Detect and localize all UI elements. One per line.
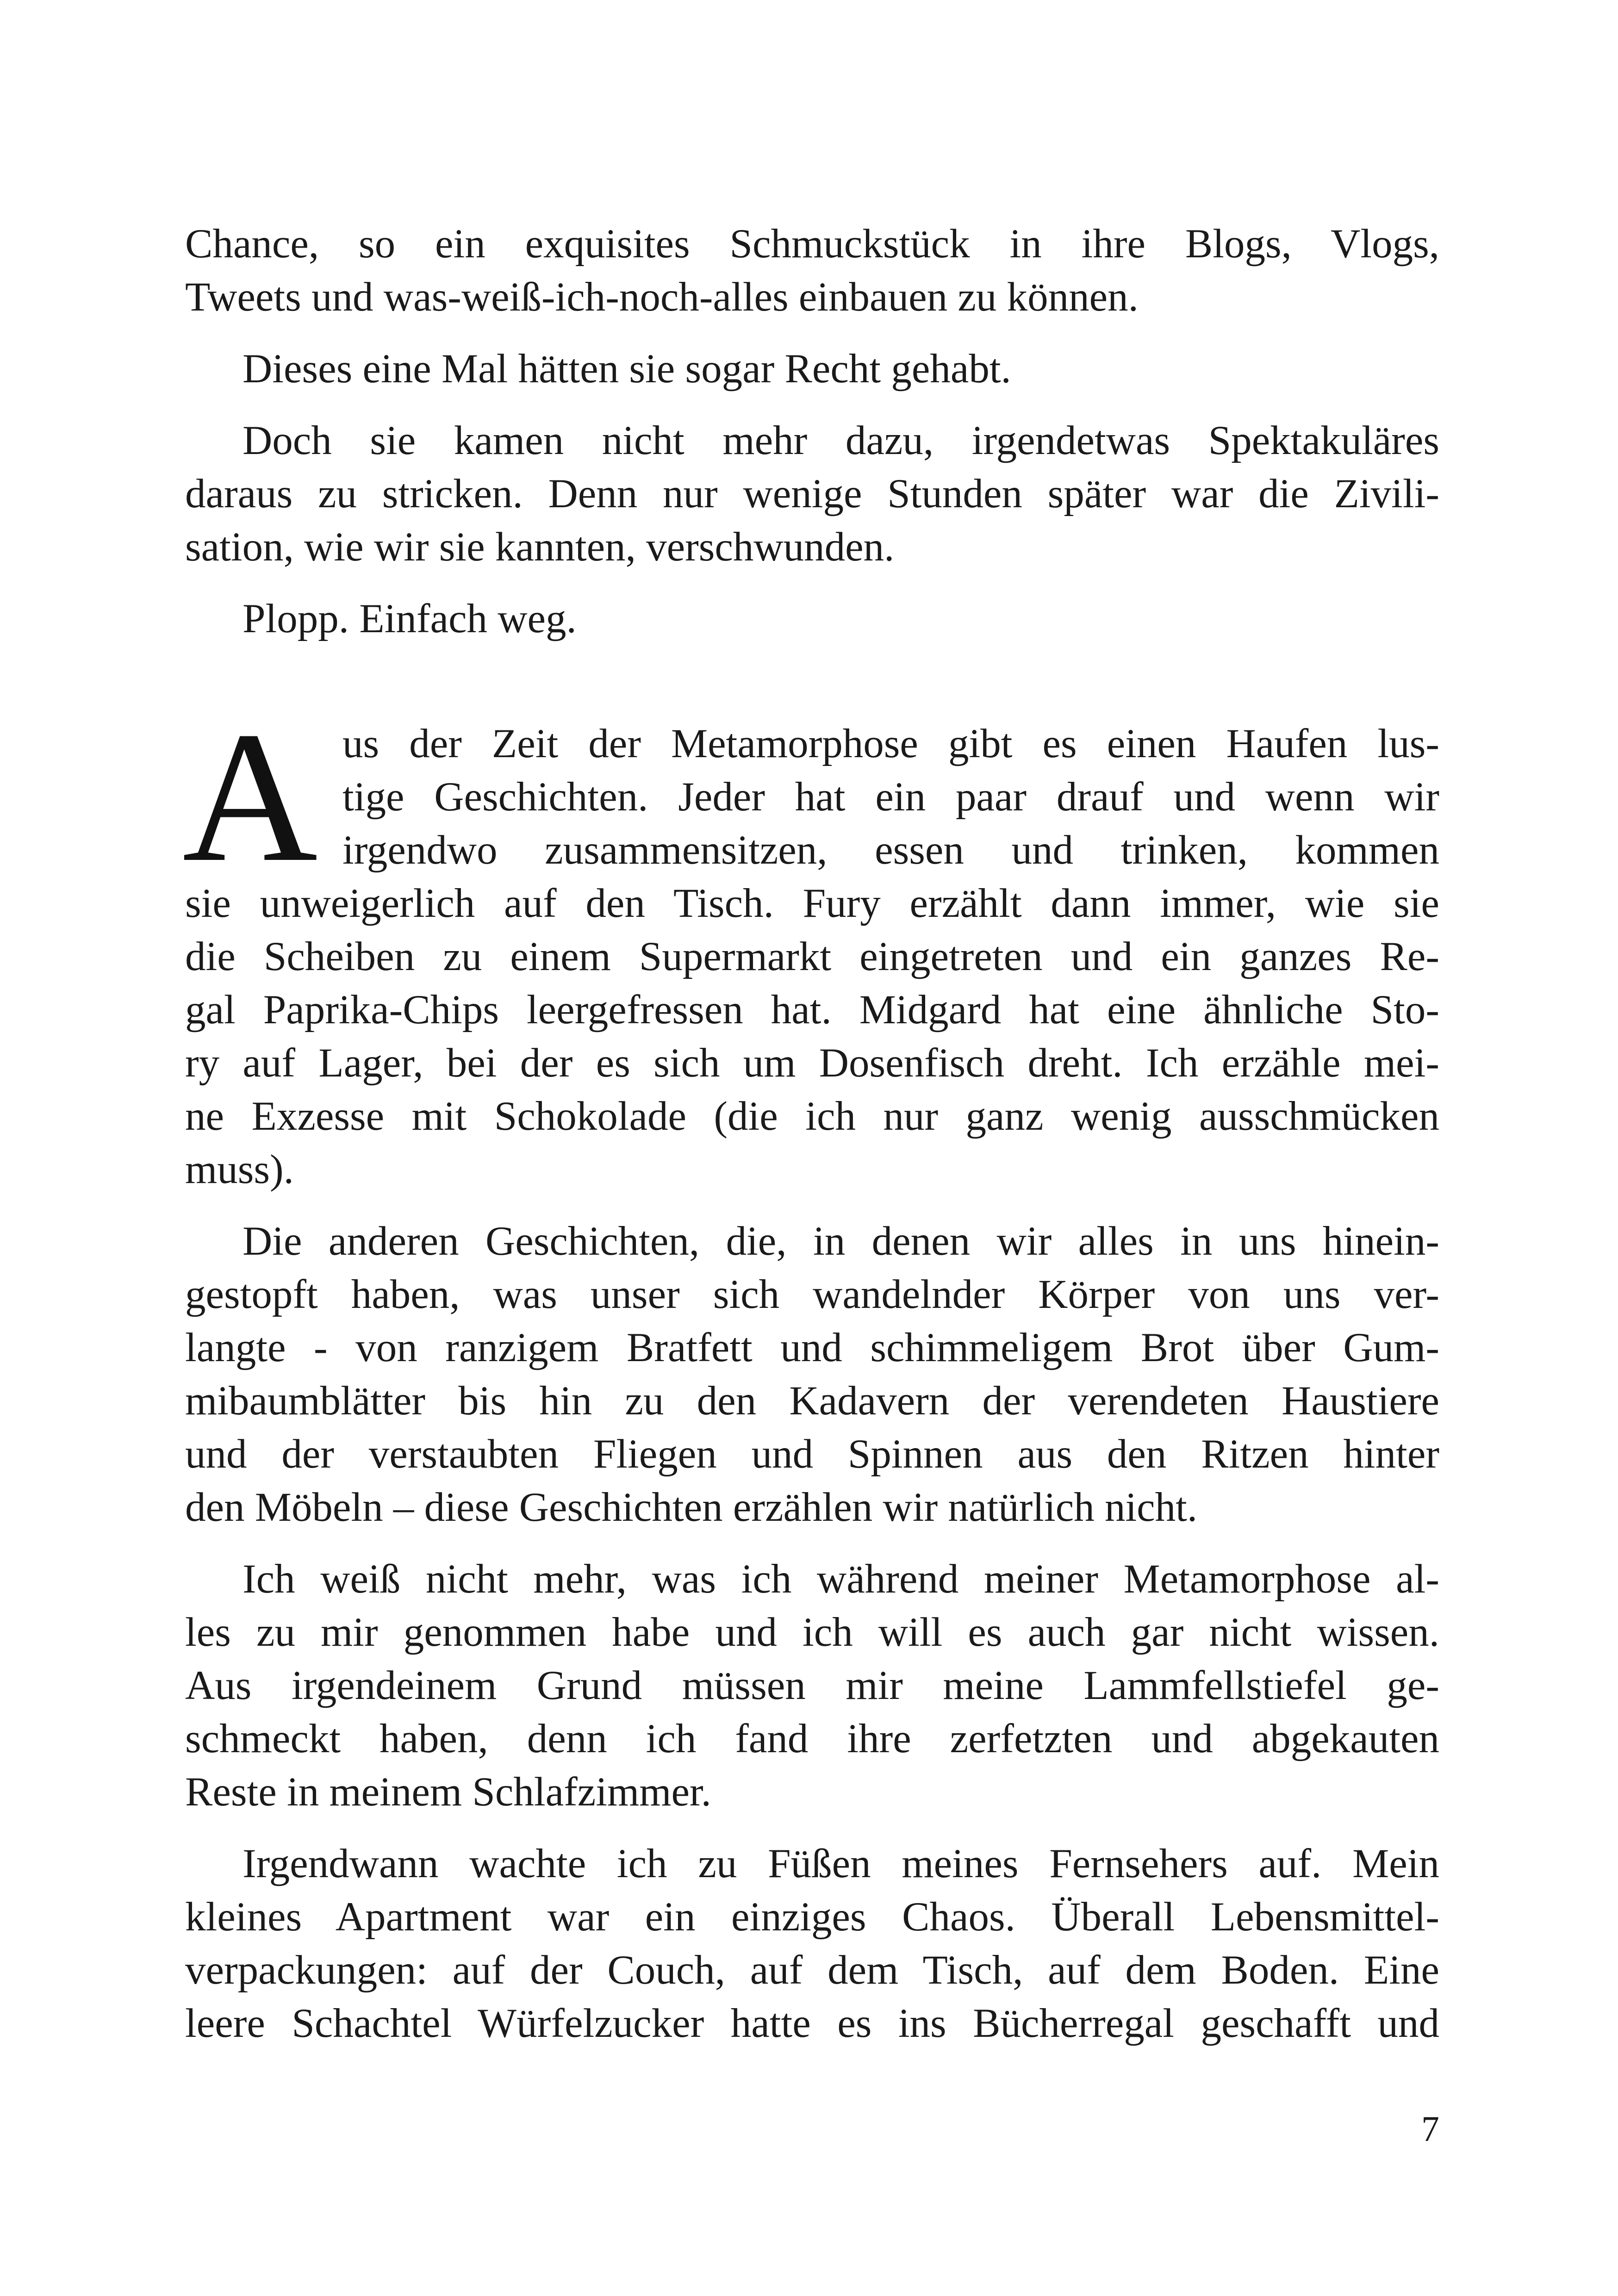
text-line: gestopft haben, was unser sich wandelnder Körper von uns ver- xyxy=(185,1272,1439,1317)
text-line: leere Schachtel Würfelzucker hatte es ins Bücherregal geschafft und xyxy=(185,2001,1439,2046)
drop-cap: A xyxy=(182,693,318,901)
text-line: sie unweigerlich auf den Tisch. Fury erzählt dann immer, wie sie xyxy=(185,881,1439,926)
paragraph xyxy=(185,1837,1439,2050)
text-line: daraus zu stricken. Denn nur wenige Stunden später war die Zivili- xyxy=(185,471,1439,516)
text-line: und der verstaubten Fliegen und Spinnen aus den Ritzen hinter xyxy=(185,1431,1439,1477)
text-line: die Scheiben zu einem Supermarkt eingetreten und ein ganzes Re- xyxy=(185,934,1439,979)
paragraph-with-dropcap xyxy=(182,693,1439,1196)
text-line: les zu mir genommen habe und ich will es auch gar nicht wissen. xyxy=(185,1610,1439,1655)
text-line: schmeckt haben, denn ich fand ihre zerfetzten und abgekauten xyxy=(185,1716,1439,1761)
text-line: tige Geschichten. Jeder hat ein paar drauf und wenn wir xyxy=(342,774,1439,820)
paragraph xyxy=(185,342,1439,396)
text-line: mibaumblätter bis hin zu den Kadavern der verendeten Haustiere xyxy=(185,1378,1439,1424)
text-line: Doch sie kamen nicht mehr dazu, irgendetwas Spektakuläres xyxy=(243,418,1439,463)
text-line: irgendwo zusammensitzen, essen und trinken, kommen xyxy=(342,828,1439,873)
text-line: Irgendwann wachte ich zu Füßen meines Fernsehers auf. Mein xyxy=(243,1841,1439,1886)
text-line: kleines Apartment war ein einziges Chaos. Überall Lebensmittel- xyxy=(185,1894,1439,1940)
paragraph xyxy=(185,1553,1439,1819)
paragraph xyxy=(185,1215,1439,1534)
text-line: ry auf Lager, bei der es sich um Dosenfisch dreht. Ich erzähle mei- xyxy=(185,1040,1439,1086)
paragraph xyxy=(185,414,1439,574)
text-line: Aus irgendeinem Grund müssen mir meine Lammfellstiefel ge- xyxy=(185,1663,1439,1708)
page-number: 7 xyxy=(1421,2109,1439,2149)
text-line: Ich weiß nicht mehr, was ich während meiner Metamorphose al- xyxy=(243,1556,1439,1602)
body-text xyxy=(182,218,1439,2050)
text-line: Chance, so ein exquisites Schmuckstück in ihre Blogs, Vlogs, xyxy=(185,221,1439,267)
text-line: den Möbeln – diese Geschichten erzählen wir natürlich nicht. xyxy=(185,1485,1198,1530)
paragraph xyxy=(185,592,1439,646)
text-line: Plopp. Einfach weg. xyxy=(243,596,577,641)
text-line: verpackungen: auf der Couch, auf dem Tisch, auf dem Boden. Eine xyxy=(185,1948,1439,1993)
text-line: langte - von ranzigem Bratfett und schimmeligem Brot über Gum- xyxy=(185,1325,1439,1370)
text-line: Tweets und was-weiß-ich-noch-alles einbauen zu können. xyxy=(185,274,1139,320)
text-line: Reste in meinem Schlafzimmer. xyxy=(185,1769,711,1815)
paragraph xyxy=(185,218,1439,324)
text-line: sation, wie wir sie kannten, verschwunden. xyxy=(185,524,895,570)
text-line: Dieses eine Mal hätten sie sogar Recht gehabt. xyxy=(243,346,1011,392)
text-line: us der Zeit der Metamorphose gibt es einen Haufen lus- xyxy=(342,721,1439,766)
text-line: muss). xyxy=(185,1147,294,1192)
text-line: gal Paprika-Chips leergefressen hat. Midgard hat eine ähnliche Sto- xyxy=(185,987,1439,1033)
text-line: ne Exzesse mit Schokolade (die ich nur ganz wenig ausschmücken xyxy=(185,1094,1439,1139)
text-line: Die anderen Geschichten, die, in denen wir alles in uns hinein- xyxy=(243,1219,1439,1264)
